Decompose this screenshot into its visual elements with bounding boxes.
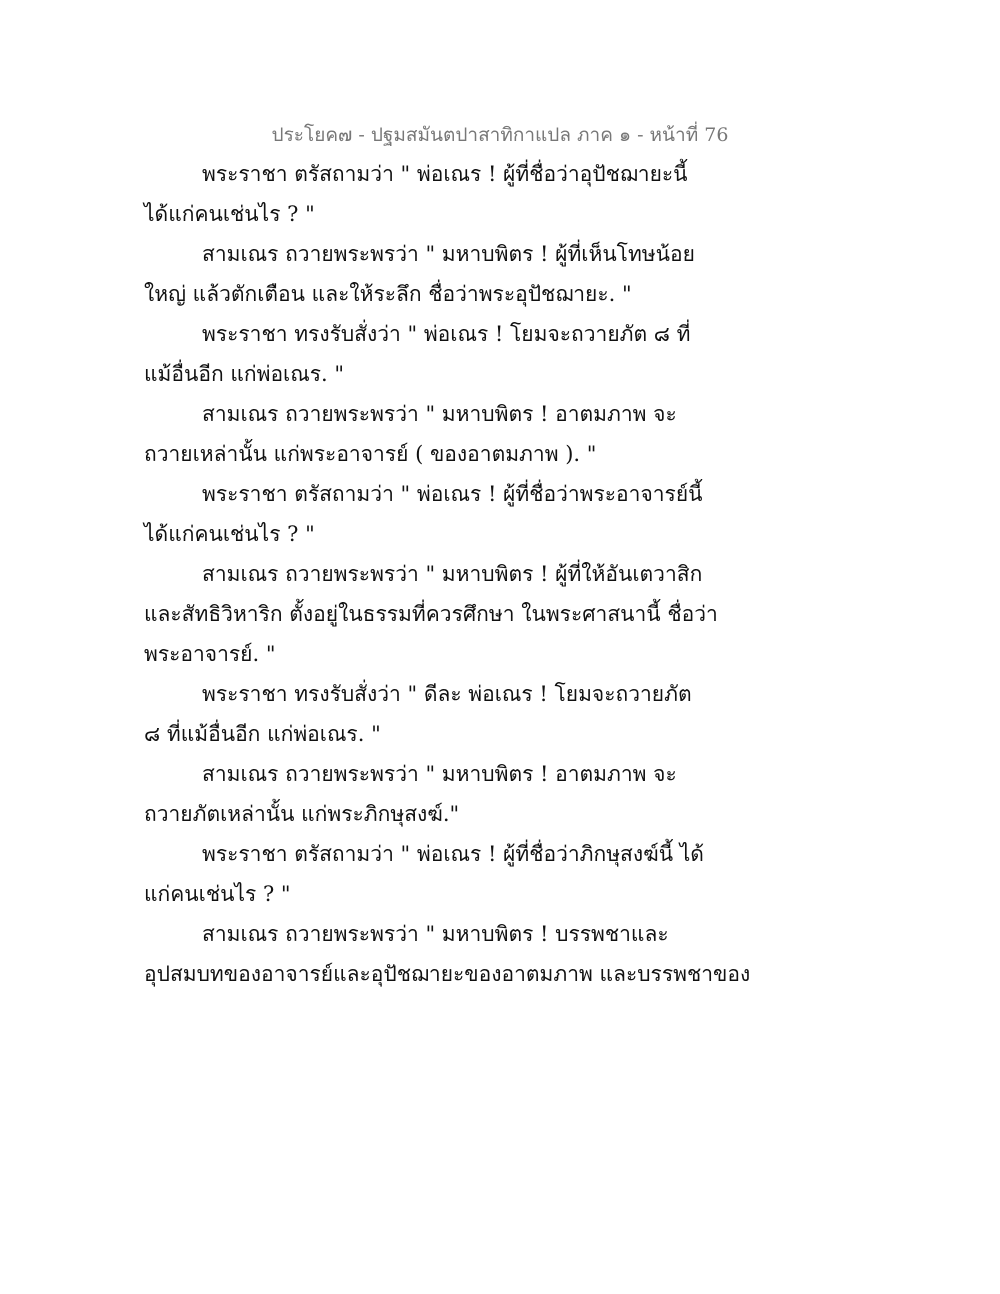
text-line: พระอาจารย์. " [144,642,276,666]
running-header: ประโยค๗ - ปฐมสมันตปาสาทิกาแปล ภาค ๑ - หน้าที่ 76 [271,124,729,146]
text-line: สามเณร ถวายพระพรว่า " มหาบพิตร ! ผู้ที่เห็นโทษน้อย [202,242,695,266]
text-line: อุปสมบทของอาจารย์และอุปัชฌายะของอาตมภาพ และบรรพชาของ [144,962,751,986]
text-line: ใหญ่ แล้วตักเตือน และให้ระลึก ชื่อว่าพระอุปัชฌายะ. " [144,282,632,306]
body-text [144,154,751,994]
text-line: ๘ ที่แม้อื่นอีก แก่พ่อเณร. " [144,722,381,746]
text-line: ถวายเหล่านั้น แก่พระอาจารย์ ( ของอาตมภาพ ). " [144,442,597,466]
text-line: พระราชา ตรัสถามว่า " พ่อเณร ! ผู้ที่ชื่อว่าภิกษุสงฆ์นี้ ได้ [202,842,704,866]
text-line: สามเณร ถวายพระพรว่า " มหาบพิตร ! บรรพชาและ [202,922,669,946]
text-line: ได้แก่คนเช่นไร ? " [144,202,315,226]
text-line: สามเณร ถวายพระพรว่า " มหาบพิตร ! อาตมภาพ จะ [202,402,677,426]
text-line: และสัทธิวิหาริก ตั้งอยู่ในธรรมที่ควรศึกษา ในพระศาสนานี้ ชื่อว่า [144,602,718,626]
text-line: แก่คนเช่นไร ? " [144,882,291,906]
text-line: สามเณร ถวายพระพรว่า " มหาบพิตร ! ผู้ที่ให้อันเตวาสิก [202,562,703,586]
text-line: ได้แก่คนเช่นไร ? " [144,522,315,546]
text-line: พระราชา ตรัสถามว่า " พ่อเณร ! ผู้ที่ชื่อว่าพระอาจารย์นี้ [202,482,703,506]
text-line: ถวายภัตเหล่านั้น แก่พระภิกษุสงฆ์." [144,802,460,826]
text-line: พระราชา ทรงรับสั่งว่า " พ่อเณร ! โยมจะถวายภัต ๘ ที่ [202,322,691,346]
text-line: แม้อื่นอีก แก่พ่อเณร. " [144,362,345,386]
text-line: พระราชา ทรงรับสั่งว่า " ดีละ พ่อเณร ! โยมจะถวายภัต [202,682,692,706]
text-line: สามเณร ถวายพระพรว่า " มหาบพิตร ! อาตมภาพ จะ [202,762,677,786]
text-line: พระราชา ตรัสถามว่า " พ่อเณร ! ผู้ที่ชื่อว่าอุปัชฌายะนี้ [202,162,688,186]
